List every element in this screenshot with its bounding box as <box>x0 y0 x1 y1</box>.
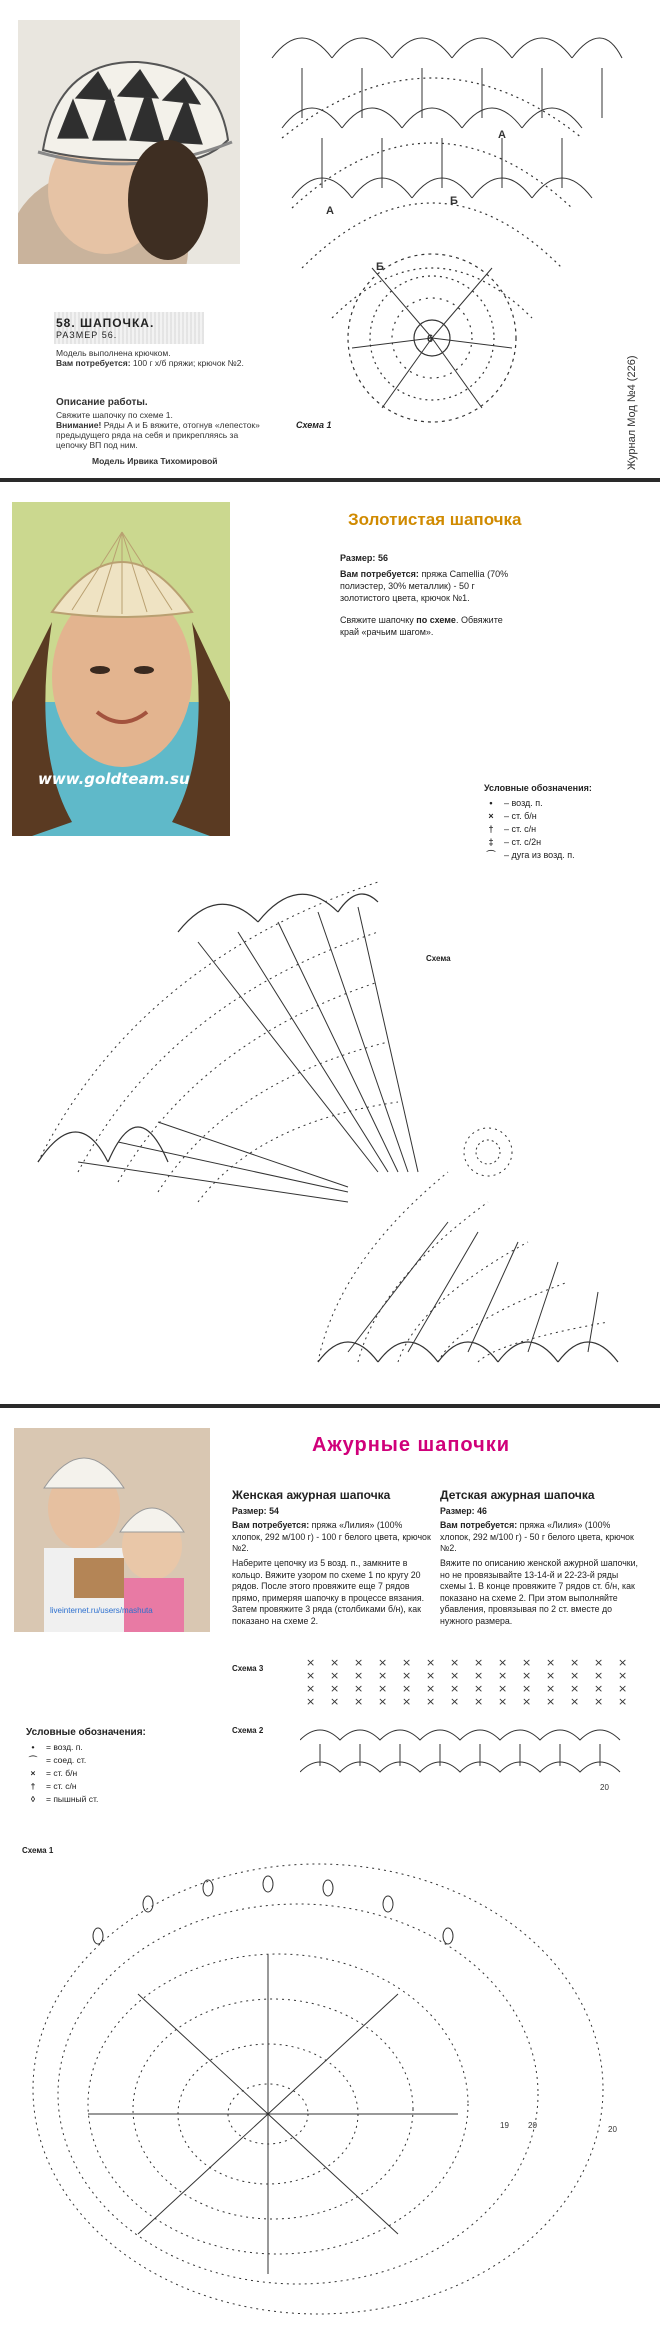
stitch-symbol: × <box>498 1682 508 1695</box>
women-instructions: Наберите цепочку из 5 возд. п., замкните в кольцо. Вяжите узором по схеме 1 по кругу 20 рядов. После этого провяжите еще 7 рядов прямо, примеряя шапочку в процессе вязания. Затем провяжите 3 ряда (столбиками б/н), как показано на схеме 2. <box>232 1558 425 1626</box>
stitch-symbol: × <box>426 1682 436 1695</box>
women-size <box>232 1506 432 1518</box>
legend-symbol: ⌒ <box>28 1755 38 1765</box>
stitch-symbol: × <box>594 1682 604 1695</box>
stitch-symbol: × <box>474 1682 484 1695</box>
website-watermark: www.goldteam.su <box>38 770 190 788</box>
legend <box>26 1726 146 1806</box>
stitch-symbol: × <box>546 1695 556 1708</box>
legend-item <box>26 1767 146 1780</box>
pattern-page-1 <box>0 0 660 478</box>
stitch-symbol: × <box>378 1656 388 1669</box>
stitch-symbol: × <box>570 1682 580 1695</box>
legend-label: = ст. б/н <box>46 1768 78 1778</box>
kids-materials-label: Вам потребуется: <box>440 1520 518 1530</box>
diagram-mark-b: Б <box>450 195 458 207</box>
legend-label: = соед. ст. <box>46 1755 87 1765</box>
stitch-symbol: × <box>306 1656 316 1669</box>
stitch-symbol: × <box>546 1682 556 1695</box>
pattern-title: 58. ШАПОЧКА. <box>56 316 155 330</box>
photo-mother-daughter-hats <box>14 1428 210 1632</box>
legend-item <box>26 1741 146 1754</box>
stitch-symbol: × <box>330 1682 340 1695</box>
crochet-diagram-golden-hat <box>18 842 640 1398</box>
size-label: Размер: <box>340 553 376 563</box>
stitch-symbol: × <box>306 1669 316 1682</box>
schema-label: Схема <box>426 954 451 963</box>
materials <box>56 358 266 368</box>
row-number: 20 <box>600 1783 609 1792</box>
materials-value: пряжа Camellia (70% полиэстер, 30% металлик) - 50 г золотистого цвета, крючок №1. <box>340 569 509 603</box>
kids-size <box>440 1506 640 1518</box>
kids-size-value: 46 <box>477 1506 487 1516</box>
warning-note <box>56 420 266 450</box>
women-materials <box>232 1520 432 1555</box>
stitch-symbol: × <box>546 1669 556 1682</box>
kids-instructions: Вяжите по описанию женской ажурной шапочки, но не провязывайте 13-14-й и 22-23-й ряды схемы 1. В конце провяжите 7 рядов ст. б/н, как показано на схеме 2. При этом выполняйте убавления, провязывая по 2 ст. вместе до нужного размера. <box>440 1558 638 1626</box>
stitch-symbol: × <box>426 1669 436 1682</box>
materials-label: Вам потребуется: <box>56 358 131 368</box>
stitch-symbol: × <box>306 1695 316 1708</box>
model-credit: Модель Ирвика Тихомировой <box>92 456 218 466</box>
women-hat-heading: Женская ажурная шапочка <box>232 1488 391 1502</box>
pattern-page-2 <box>0 482 660 1404</box>
description-title: Описание работы. <box>56 397 148 408</box>
size-row <box>340 552 640 564</box>
photo-link[interactable]: liveinternet.ru/users/mashuta <box>50 1606 153 1615</box>
crochet-diagram-schema-2 <box>300 1710 640 1794</box>
women-size-value: 54 <box>269 1506 279 1516</box>
stitch-symbol: × <box>402 1656 412 1669</box>
women-materials-value: пряжа «Лилия» (100% хлопок, 292 м/100 г) - 100 г белого цвета, крючок №2. <box>232 1520 431 1553</box>
model-note: Модель выполнена крючком. <box>56 348 171 358</box>
stitch-symbol: × <box>354 1695 364 1708</box>
instructions <box>340 614 510 638</box>
pattern-page-3 <box>0 1408 660 2348</box>
crochet-diagram-schema-1 <box>262 18 624 428</box>
pattern-title: Золотистая шапочка <box>348 510 522 529</box>
stitch-symbol: × <box>450 1682 460 1695</box>
stitch-symbol: × <box>570 1695 580 1708</box>
stitch-symbol: × <box>618 1669 628 1682</box>
stitch-symbol: × <box>330 1695 340 1708</box>
schema-3-label: Схема 3 <box>232 1664 264 1673</box>
legend-symbol: × <box>488 811 494 821</box>
schema-2-label: Схема 2 <box>232 1726 264 1735</box>
stitch-symbol: × <box>522 1656 532 1669</box>
legend-label: – ст. с/н <box>504 824 537 834</box>
stitch-symbol: × <box>354 1669 364 1682</box>
legend-symbol: † <box>488 824 494 834</box>
row-number: 20 <box>528 2121 537 2130</box>
legend-item <box>484 823 592 836</box>
legend-symbol: ◊ <box>30 1794 36 1804</box>
warning-label: Внимание! <box>56 420 102 430</box>
stitch-symbol: × <box>522 1669 532 1682</box>
kids-materials <box>440 1520 640 1555</box>
legend-title: Условные обозначения: <box>26 1727 146 1738</box>
stitch-symbol: × <box>522 1695 532 1708</box>
stitch-symbol: × <box>594 1669 604 1682</box>
stitch-symbol: × <box>426 1695 436 1708</box>
kids-size-label: Размер: <box>440 1506 475 1516</box>
legend-label: – возд. п. <box>504 798 543 808</box>
stitch-symbol: × <box>450 1695 460 1708</box>
legend-item <box>26 1780 146 1793</box>
stitch-symbol: × <box>618 1656 628 1669</box>
legend-label: = возд. п. <box>46 1742 83 1752</box>
diagram-mark-a2: А <box>326 205 334 217</box>
kids-materials-value: пряжа «Лилия» (100% хлопок, 292 м/100 г) - 50 г белого цвета, крючок №2. <box>440 1520 634 1553</box>
stitch-symbol: × <box>498 1669 508 1682</box>
stitch-symbol: × <box>618 1682 628 1695</box>
schema-1-label: Схема 1 <box>22 1846 54 1855</box>
legend-item <box>484 810 592 823</box>
legend-symbol: † <box>30 1781 36 1791</box>
stitch-symbol: × <box>474 1656 484 1669</box>
stitch-symbol: × <box>378 1669 388 1682</box>
materials <box>340 568 510 604</box>
size-value: 56 <box>377 553 388 563</box>
stitch-symbol: × <box>354 1682 364 1695</box>
stitch-symbol: × <box>474 1695 484 1708</box>
stitch-symbol: × <box>306 1682 316 1695</box>
schema-label: Схема 1 <box>296 420 332 430</box>
stitch-symbol: × <box>498 1695 508 1708</box>
legend-symbol: ‡ <box>488 837 494 847</box>
stitch-symbol: × <box>378 1682 388 1695</box>
stitch-symbol: × <box>570 1669 580 1682</box>
pattern-title: Ажурные шапочки <box>312 1434 511 1456</box>
legend-label: = ст. с/н <box>46 1781 77 1791</box>
stitch-symbol: × <box>522 1682 532 1695</box>
legend-label: – дуга из возд. п. <box>504 850 575 860</box>
pattern-size: РАЗМЕР 56. <box>56 330 118 340</box>
stitch-symbol: × <box>402 1682 412 1695</box>
legend-item <box>26 1754 146 1767</box>
legend-item <box>26 1793 146 1806</box>
stitch-symbol: × <box>402 1669 412 1682</box>
diagram-center-mark: 6 <box>427 333 434 345</box>
stitch-symbol: × <box>450 1656 460 1669</box>
row-number: 20 <box>608 2125 617 2134</box>
legend-label: – ст. б/н <box>504 811 537 821</box>
stitch-symbol: × <box>330 1669 340 1682</box>
stitch-symbol: × <box>498 1656 508 1669</box>
diagram-mark-b2: Б <box>376 261 384 273</box>
stitch-symbol: × <box>618 1695 628 1708</box>
stitch-symbol: × <box>450 1669 460 1682</box>
crochet-diagram-schema-1 <box>28 1844 628 2330</box>
legend-title: Условные обозначения: <box>484 783 592 793</box>
instructions-post: . Обвяжите край «рачьим шагом». <box>340 615 503 637</box>
row-number: 19 <box>500 2121 509 2130</box>
legend-label: = пышный ст. <box>46 1794 99 1804</box>
legend-symbol: • <box>489 798 493 808</box>
materials-label: Вам потребуется: <box>340 569 419 579</box>
kids-hat-heading: Детская ажурная шапочка <box>440 1488 595 1502</box>
stitch-symbol: × <box>594 1695 604 1708</box>
stitch-symbol: × <box>330 1656 340 1669</box>
stitch-symbol: × <box>402 1695 412 1708</box>
stitch-symbol: × <box>354 1656 364 1669</box>
legend-symbol: ⌒ <box>486 850 496 860</box>
stitch-symbol: × <box>474 1669 484 1682</box>
legend-item <box>484 797 592 810</box>
stitch-symbol: × <box>594 1656 604 1669</box>
stitch-symbol: × <box>426 1656 436 1669</box>
legend-symbol: • <box>31 1742 35 1752</box>
description-line: Свяжите шапочку по схеме 1. <box>56 410 173 420</box>
photo-knitted-hat-model <box>18 20 240 264</box>
materials-value: 100 г х/б пряжи; крючок №2. <box>132 358 244 368</box>
instructions-pre: Свяжите шапочку <box>340 615 414 625</box>
instructions-bold: по схеме <box>416 615 456 625</box>
crochet-diagram-schema-3 <box>300 1654 640 1708</box>
legend-label: – ст. с/2н <box>504 837 542 847</box>
stitch-symbol: × <box>546 1656 556 1669</box>
legend-symbol: × <box>30 1768 36 1778</box>
women-size-label: Размер: <box>232 1506 267 1516</box>
journal-label: Журнал Мод №4 (226) <box>626 355 638 470</box>
stitch-symbol: × <box>378 1695 388 1708</box>
stitch-symbol: × <box>570 1656 580 1669</box>
women-materials-label: Вам потребуется: <box>232 1520 310 1530</box>
warning-text: Ряды А и Б вяжите, отогнув «лепесток» предыдущего ряда на себя и прикрепляясь за цепочку ВП под ним. <box>56 420 260 450</box>
diagram-mark-a: А <box>498 129 506 141</box>
